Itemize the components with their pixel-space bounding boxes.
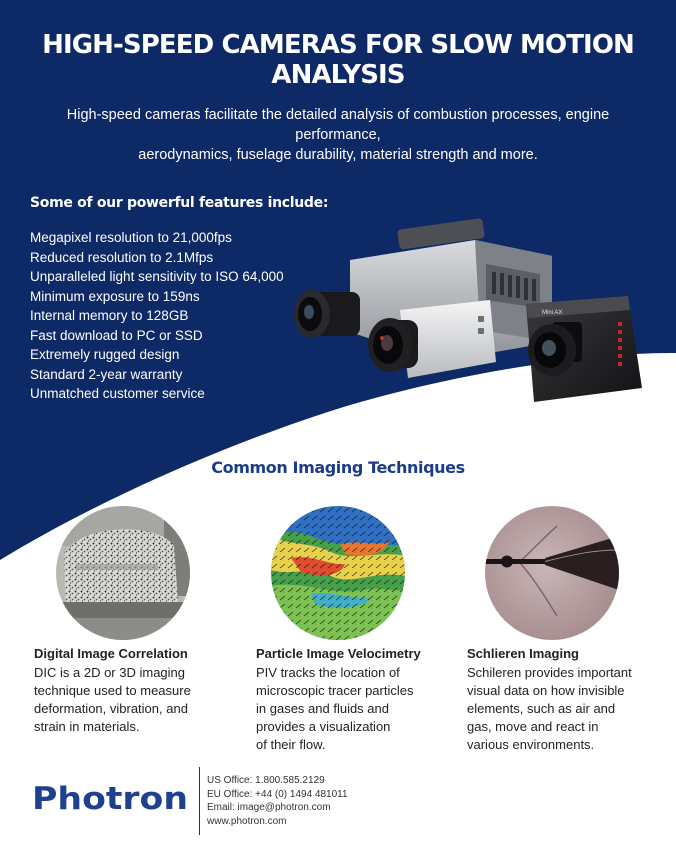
feature-item: Unmatched customer service <box>30 386 205 401</box>
description-line: of their flow. <box>256 737 326 752</box>
piv-image <box>271 506 405 640</box>
description-line: in gases and fluids and <box>256 701 389 716</box>
technique-title: Digital Image Correlation <box>34 646 188 661</box>
description-line: Schileren provides important <box>467 665 632 680</box>
description-line: strain in materials. <box>34 719 140 734</box>
feature-item: Unparalleled light sensitivity to ISO 64,000 <box>30 269 284 284</box>
technique-description <box>467 664 667 754</box>
description-line: DIC is a 2D or 3D imaging <box>34 665 185 680</box>
footer-divider <box>199 767 200 835</box>
technique-title: Schlieren Imaging <box>467 646 579 661</box>
description-line: gas, move and react in <box>467 719 599 734</box>
feature-item: Megapixel resolution to 21,000fps <box>30 230 232 245</box>
us-office: US Office: 1.800.585.2129 <box>207 775 325 786</box>
dic-image <box>56 506 190 640</box>
description-line: PIV tracks the location of <box>256 665 400 680</box>
technique-piv <box>256 645 456 754</box>
intro-line: aerodynamics, fuselage durability, material strength and more. <box>138 147 538 163</box>
page-title: HIGH-SPEED CAMERAS FOR SLOW MOTION ANALYSIS <box>42 30 634 90</box>
technique-title: Particle Image Velocimetry <box>256 646 421 661</box>
email-link[interactable]: Email: image@photron.com <box>207 802 331 813</box>
feature-item: Internal memory to 128GB <box>30 308 189 323</box>
description-line: deformation, vibration, and <box>34 701 188 716</box>
description-line: microscopic tracer particles <box>256 683 414 698</box>
feature-item: Standard 2-year warranty <box>30 366 183 382</box>
contact-info <box>207 774 348 828</box>
description-line: provides a visualization <box>256 719 391 734</box>
camera-badge: Mini AX <box>542 310 563 316</box>
feature-item: Extremely rugged design <box>30 347 180 362</box>
description-line: various environments. <box>467 737 595 752</box>
description-line: technique used to measure <box>34 683 191 698</box>
intro-line: High-speed cameras facilitate the detailed analysis of combustion processes, engine performance, <box>66 107 610 143</box>
technique-description <box>256 664 456 754</box>
eu-office: EU Office: +44 (0) 1494 481011 <box>207 788 348 800</box>
feature-list <box>30 228 284 404</box>
feature-item: Fast download to PC or SSD <box>30 327 203 343</box>
techniques-heading: Common Imaging Techniques <box>211 458 465 477</box>
description-line: elements, such as air and <box>467 701 616 716</box>
schlieren-image <box>485 506 619 640</box>
intro-text <box>30 105 646 165</box>
feature-item: Reduced resolution to 2.1Mfps <box>30 249 214 265</box>
camera-product-image <box>290 212 650 408</box>
photron-logo <box>32 777 192 817</box>
feature-item: Minimum exposure to 159ns <box>30 288 200 304</box>
technique-schlieren <box>467 645 667 754</box>
logo-text: Photron <box>32 781 188 817</box>
technique-description <box>34 664 234 736</box>
features-heading: Some of our powerful features include: <box>30 195 329 211</box>
technique-dic <box>34 645 234 736</box>
website-link[interactable]: www.photron.com <box>207 815 287 827</box>
description-line: visual data on how invisible <box>467 683 625 698</box>
